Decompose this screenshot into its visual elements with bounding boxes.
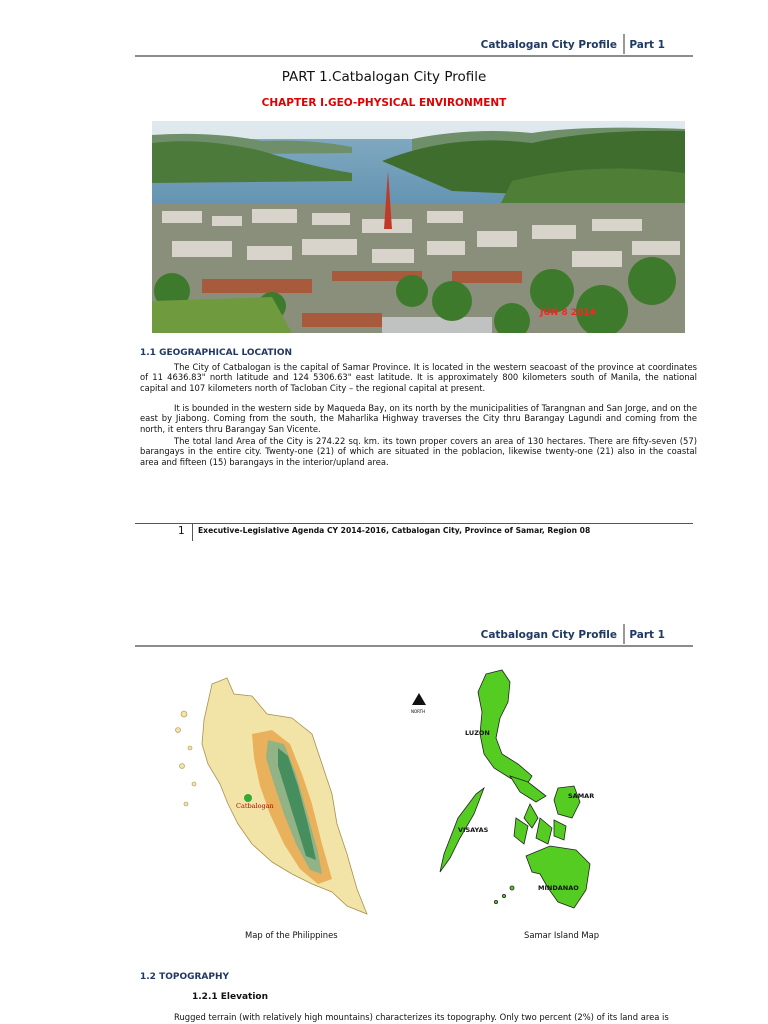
catbalogan-city-photo [152,121,685,333]
map-label-visayas: VISAYAS [458,826,489,834]
header-separator [623,624,625,644]
section-heading-geographical-location: 1.1 GEOGRAPHICAL LOCATION [140,348,293,358]
philippines-map [428,668,608,918]
chapter-heading: CHAPTER I.GEO-PHYSICAL ENVIRONMENT [261,97,507,109]
header-title: Catbalogan City Profile [480,629,617,641]
caption-samar-island-map: Samar Island Map [524,930,600,940]
header-rule [135,645,693,647]
north-arrow-icon [409,691,429,717]
paragraph: Rugged terrain (with relatively high mountains) characterizes its topography. Only two percent (2%) of its land area is [174,1012,669,1022]
page-2 [0,560,768,1024]
samar-island-map [172,674,372,919]
footer-text: Executive-Legislative Agenda CY 2014-2016, Catbalogan City, Province of Samar, Region 08 [198,526,591,535]
section-heading-topography: 1.2 TOPOGRAPHY [140,972,230,982]
header-part: Part 1 [629,39,665,51]
header-rule [135,55,693,57]
paragraph: The City of Catbalogan is the capital of Samar Province. It is located in the western seacoast of the province at coordinates of 11 4636.83" north latitude and 124 5306.63" east latitude. It is approximately 800 kilometers south of Manila, the national capital and 107 kilometers north of Tacloban City – the regional capital at present. [140,362,697,393]
map-label-catbalogan: Catbalogan [236,802,274,810]
subsection-heading-elevation: 1.2.1 Elevation [192,992,269,1002]
paragraph: It is bounded in the western side by Maqueda Bay, on its north by the municipalities of Tarangnan and San Jorge, and on the east by Jiabong. Coming from the south, the Maharlika Highway traverses the City thru Barangay Lagundi and coming from the north, it enters thru Barangay San Vicente. [140,403,697,434]
map-label-luzon: LUZON [465,729,490,737]
map-label-samar: SAMAR [568,792,595,800]
caption-map-of-the-philippines: Map of the Philippines [245,930,338,940]
page-title: PART 1.Catbalogan City Profile [281,69,487,85]
north-label: NORTH [411,709,426,714]
running-header [135,624,693,646]
paragraph: The total land Area of the City is 274.22 sq. km. its town proper covers an area of 130 hectares. There are fifty-seven (57) barangays in the entire city. Twenty-one (21) of which are situated in the poblacion, likewise twenty-one (21) also in the coastal area and fifteen (15) barangays in the interior/upland area. [140,436,697,467]
footer-separator [192,523,193,541]
header-title: Catbalogan City Profile [480,39,617,51]
page-number: 1 [178,525,185,537]
map-label-mindanao: MINDANAO [538,884,579,892]
footer-rule [135,523,693,524]
header-part: Part 1 [629,629,665,641]
running-header [135,34,693,56]
header-separator [623,34,625,54]
photo-date-stamp: JUN 8 2014 [540,308,596,318]
